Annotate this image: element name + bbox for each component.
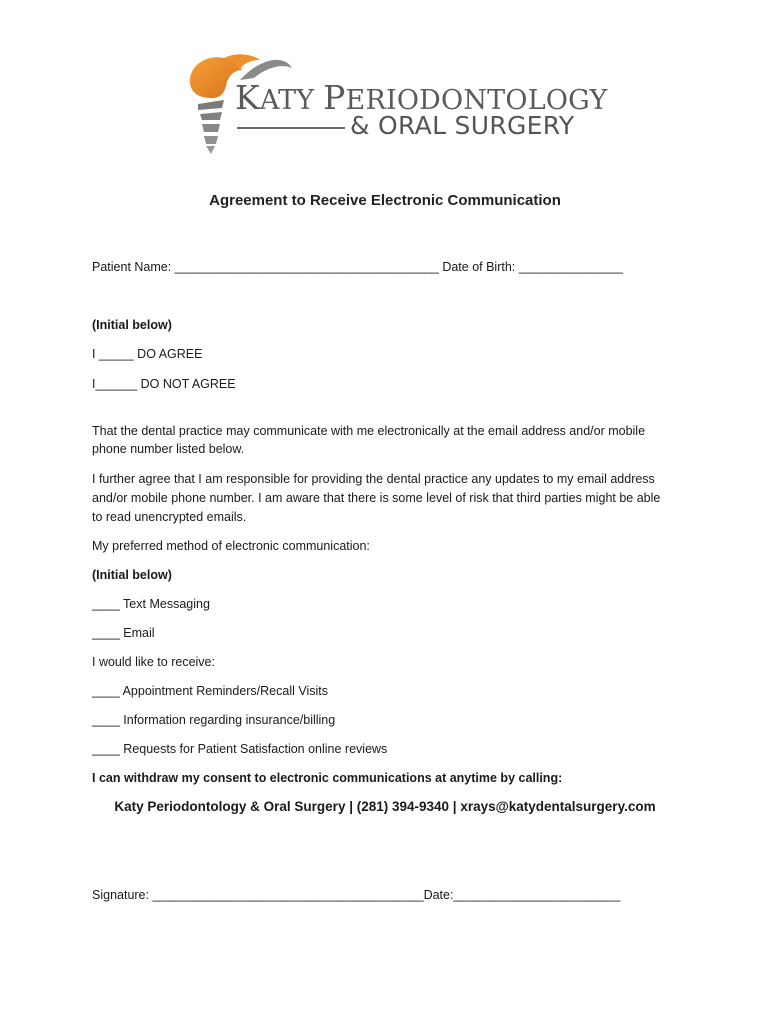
initial-below-heading: (Initial below) <box>92 318 172 332</box>
reviews-option[interactable]: ____ Requests for Patient Satisfaction online reviews <box>92 742 388 756</box>
text-messaging-option[interactable]: ____ Text Messaging <box>92 597 210 611</box>
appointment-reminders-option[interactable]: ____ Appointment Reminders/Recall Visits <box>92 684 329 698</box>
consent-paragraph-line: phone number listed below. <box>92 442 245 456</box>
logo-word-periodontology: ERIODONTOLOGY <box>345 85 608 116</box>
logo-initial-p: P <box>323 78 346 117</box>
patient-name-dob-field[interactable]: Patient Name: ______________________________________ Date of Birth: _______________ <box>92 260 624 274</box>
initial-below-heading-2: (Initial below) <box>92 568 172 582</box>
insurance-info-option[interactable]: ____ Information regarding insurance/billing <box>92 713 336 727</box>
contact-info: Katy Periodontology & Oral Surgery | (281) 394-9340 | xrays@katydentalsurgery.com <box>114 799 656 814</box>
logo-initial-k: K <box>235 78 260 117</box>
preferred-method-label: My preferred method of electronic communication: <box>92 539 370 553</box>
signature-date-field[interactable]: Signature: _______________________________________Date:________________________ <box>92 888 621 902</box>
agree-option[interactable]: I _____ DO AGREE <box>92 347 203 361</box>
responsibility-paragraph-line: to read unencrypted emails. <box>92 510 247 524</box>
consent-paragraph-line: That the dental practice may communicate with me electronically at the email address and/or mobile <box>92 424 646 438</box>
not-agree-option[interactable]: I______ DO NOT AGREE <box>92 377 236 391</box>
receive-intro: I would like to receive: <box>92 655 215 669</box>
withdraw-consent-notice: I can withdraw my consent to electronic communications at anytime by calling: <box>92 771 563 785</box>
document-title: Agreement to Receive Electronic Communication <box>209 192 561 209</box>
logo-subtitle: & ORAL SURGERY <box>350 111 575 140</box>
email-option[interactable]: ____ Email <box>92 626 155 640</box>
logo-divider <box>237 127 345 129</box>
logo-word-katy: ATY <box>259 85 315 116</box>
responsibility-paragraph-line: I further agree that I am responsible for providing the dental practice any updates to my email address <box>92 472 655 486</box>
responsibility-paragraph-line: and/or mobile phone number. I am aware that there is some level of risk that third parties might be able <box>92 491 661 505</box>
